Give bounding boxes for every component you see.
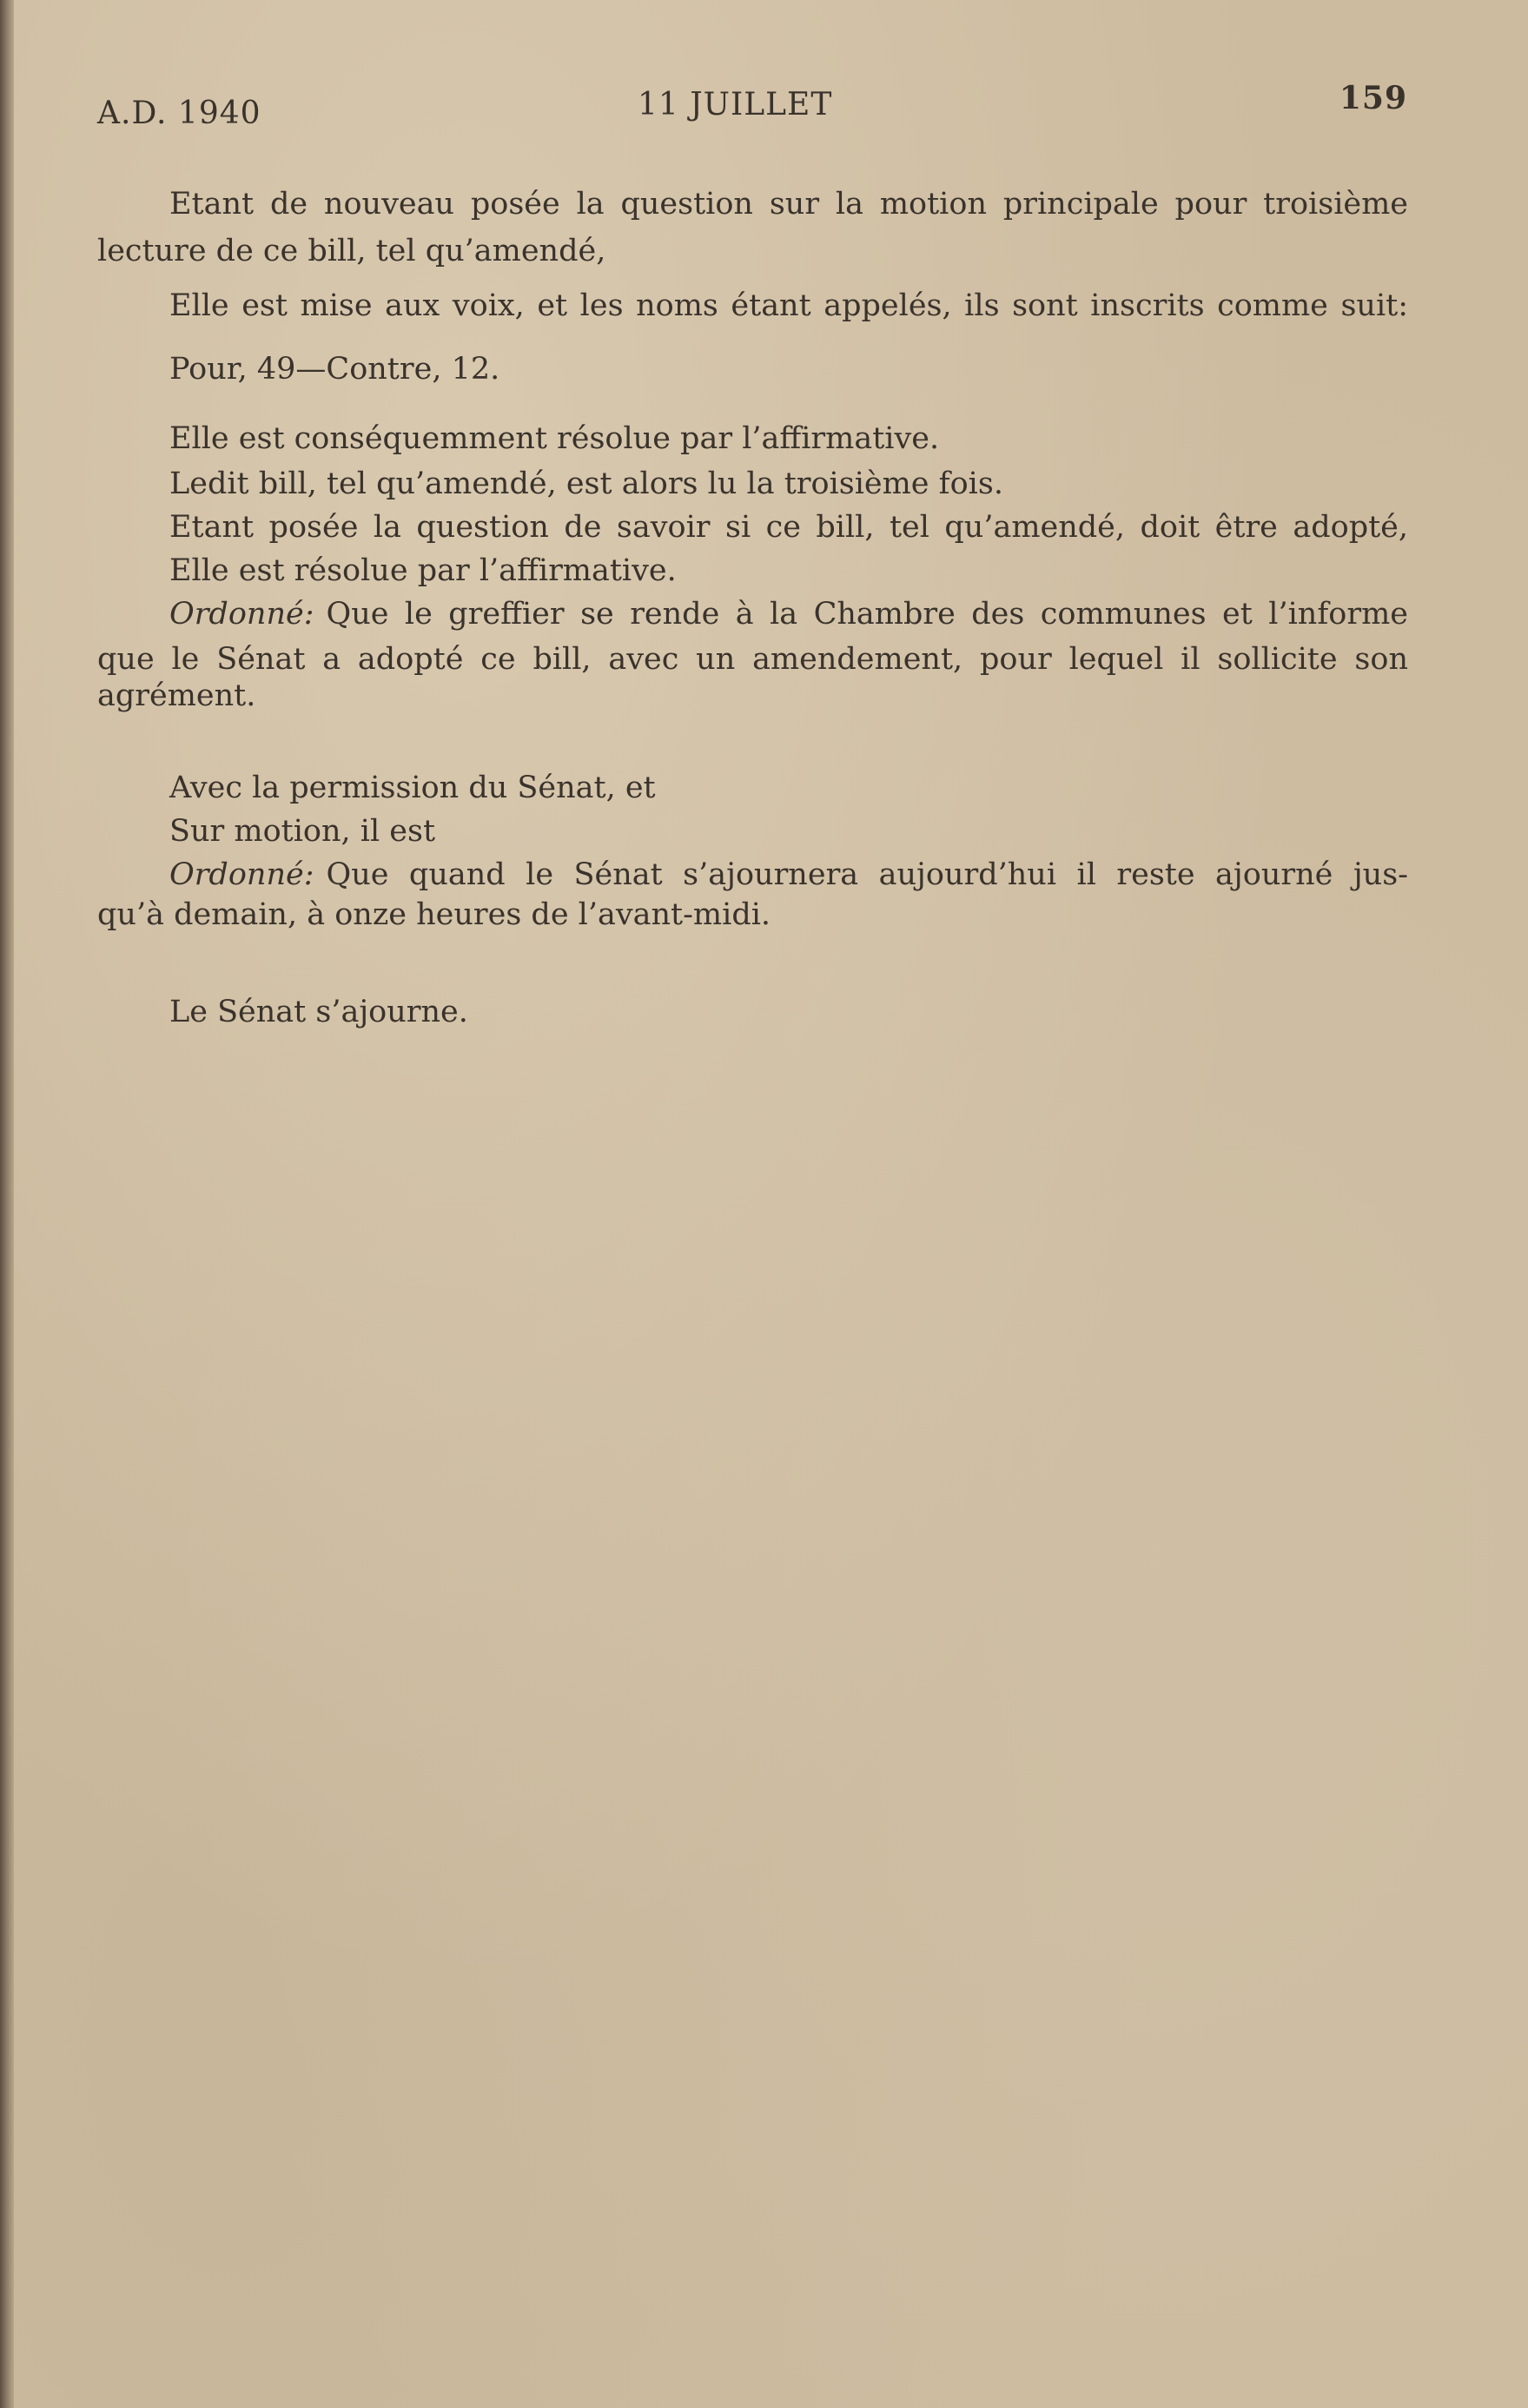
paragraph-line: lecture de ce bill, tel qu’amendé, bbox=[97, 234, 606, 268]
paragraph-line: agrément. bbox=[97, 678, 256, 713]
paragraph-line: Elle est mise aux voix, et les noms étant appelés, ils sont inscrits comme suit: bbox=[169, 288, 1408, 323]
paragraph-text: Que le greffier se rende à la Chambre des communes et l’informe bbox=[326, 597, 1408, 632]
header-date: 11 JUILLET bbox=[638, 87, 833, 122]
paragraph-line: Elle est conséquemment résolue par l’affirmative. bbox=[169, 421, 940, 456]
page-number: 159 bbox=[1339, 80, 1407, 116]
paragraph-line: que le Sénat a adopté ce bill, avec un amendement, pour lequel il sollicite son bbox=[97, 642, 1408, 677]
ordered-label: Ordonné: bbox=[169, 597, 314, 632]
header-year: A.D. 1940 bbox=[97, 96, 261, 131]
paragraph-line: Elle est résolue par l’affirmative. bbox=[169, 553, 677, 588]
paragraph-line: qu’à demain, à onze heures de l’avant-midi. bbox=[97, 897, 771, 932]
paragraph-line bbox=[169, 599, 1408, 630]
paragraph-text: Que quand le Sénat s’ajournera aujourd’hui il reste ajourné jus- bbox=[326, 857, 1408, 892]
paragraph-line: Avec la permission du Sénat, et bbox=[169, 771, 656, 805]
paragraph-line bbox=[169, 857, 1408, 892]
vote-result: Pour, 49—Contre, 12. bbox=[169, 352, 500, 387]
paragraph-line: Etant posée la question de savoir si ce bill, tel qu’amendé, doit être adopté, bbox=[169, 510, 1408, 545]
paragraph-line: Ledit bill, tel qu’amendé, est alors lu la troisième fois. bbox=[169, 466, 1003, 501]
paragraph-line: Sur motion, il est bbox=[169, 814, 436, 849]
page-binding-edge bbox=[0, 0, 14, 2408]
ordered-label: Ordonné: bbox=[169, 857, 314, 892]
page-header bbox=[97, 80, 1407, 139]
closing-line: Le Sénat s’ajourne. bbox=[169, 995, 468, 1029]
paragraph-line: Etant de nouveau posée la question sur la motion principale pour troisième bbox=[169, 187, 1408, 222]
